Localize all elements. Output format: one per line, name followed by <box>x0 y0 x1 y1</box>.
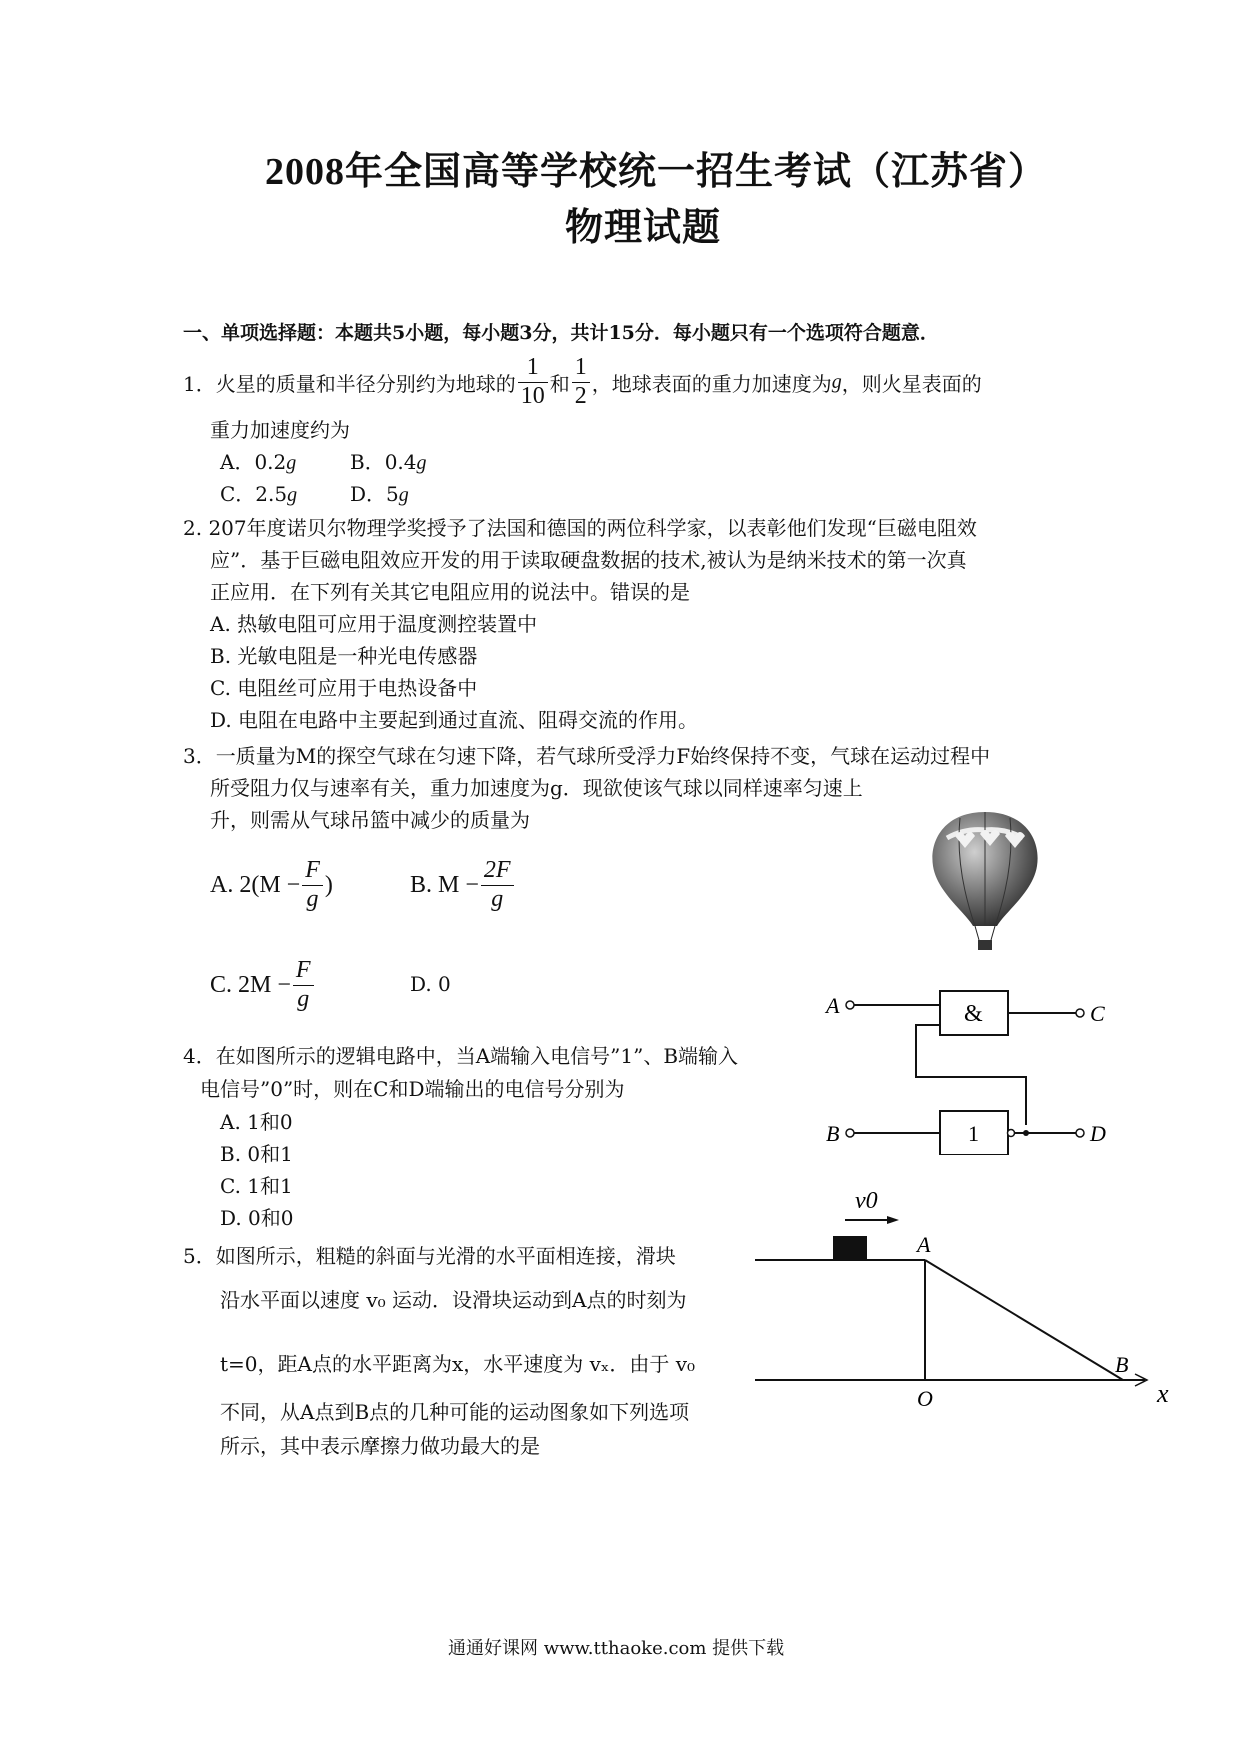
circuit-label-c: C <box>1090 1001 1105 1026</box>
q1-and: 和 <box>549 371 570 396</box>
q4-option-d: D. 0和0 <box>220 1206 294 1230</box>
page-subtitle: 物理试题 <box>565 207 722 249</box>
q3-option-b-frac: $\frac{2F}{g}$ <box>481 857 514 913</box>
velocity-label-v0: v0 <box>855 1188 878 1214</box>
incline-figure <box>745 1180 1185 1420</box>
q1-frac1: $\frac{1}{10}$ <box>518 354 548 410</box>
q5-line3: t=0，距A点的水平距离为x，水平速度为 vₓ．由于 v₀ <box>220 1352 696 1376</box>
point-label-o: O <box>917 1386 933 1411</box>
q4-option-a: A. 1和0 <box>220 1110 293 1134</box>
q5-line5: 所示，其中表示摩擦力做功最大的是 <box>220 1434 540 1458</box>
logic-circuit-diagram <box>800 985 1140 1155</box>
q3-line1: 3．一质量为M的探空气球在匀速下降，若气球所受浮力F始终保持不变，气球在运动过程中 <box>183 744 991 768</box>
q2-line3: 正应用．在下列有关其它电阻应用的说法中。错误的是 <box>210 580 690 604</box>
q1-text-a: 1．火星的质量和半径分别约为地球的 <box>183 371 516 396</box>
q3-line2: 所受阻力仅与速率有关，重力加速度为g．现欲使该气球以同样速率匀速上 <box>210 776 863 800</box>
q5-line4: 不同，从A点到B点的几种可能的运动图象如下列选项 <box>220 1400 690 1424</box>
q4-line1: 4．在如图所示的逻辑电路中，当A端输入电信号”1”、B端输入 <box>183 1044 739 1068</box>
hot-air-balloon-image <box>925 808 1045 958</box>
circuit-label-d: D <box>1090 1121 1106 1146</box>
q1-frac2: $\frac{1}{2}$ <box>572 354 590 410</box>
q1-line2: 重力加速度约为 <box>210 418 350 442</box>
q2-option-a: A. 热敏电阻可应用于温度测控装置中 <box>210 612 538 636</box>
q3-option-c-frac: $\frac{F}{g}$ <box>293 957 314 1013</box>
q1-option-b: B．0.4g <box>350 450 427 474</box>
q1-text-c: ，则火星表面的 <box>841 371 982 396</box>
circuit-label-a: A <box>826 993 840 1018</box>
q3-option-a-frac: $\frac{F}{g}$ <box>302 857 323 913</box>
and-gate-symbol: & <box>964 1001 983 1027</box>
q1-option-d: D．5g <box>350 482 409 506</box>
page-title: 2008年全国高等学校统一招生考试（江苏省） <box>265 151 1048 193</box>
circuit-label-b: B <box>826 1121 840 1146</box>
q3-option-b: B. M − $\frac{2F}{g}$ <box>410 850 516 920</box>
q3-option-d: D. 0 <box>410 972 451 996</box>
q2-line1: 2. 207年度诺贝尔物理学奖授予了法国和德国的两位科学家，以表彰他们发现“巨磁电阻效 <box>183 516 977 540</box>
q5-line1: 5．如图所示，粗糙的斜面与光滑的水平面相连接，滑块 <box>183 1244 676 1268</box>
q1-option-a: A．0.2g <box>220 450 297 474</box>
axis-label-x: x <box>1157 1379 1169 1408</box>
q1-text-b: ，地球表面的重力加速度为 <box>591 371 832 396</box>
q2-option-c: C. 电阻丝可应用于电热设备中 <box>210 676 478 700</box>
q3-line3: 升，则需从气球吊篮中减少的质量为 <box>210 808 530 832</box>
q1-line1 <box>183 352 982 412</box>
q4-option-b: B. 0和1 <box>220 1142 293 1166</box>
page-footer: 通通好课网 www.tthaoke.com 提供下载 <box>448 1638 785 1659</box>
not-gate-symbol: 1 <box>968 1121 979 1146</box>
q2-option-b: B. 光敏电阻是一种光电传感器 <box>210 644 478 668</box>
q5-line2: 沿水平面以速度 v₀ 运动．设滑块运动到A点的时刻为 <box>220 1288 687 1312</box>
q4-option-c: C. 1和1 <box>220 1174 293 1198</box>
point-label-b: B <box>1115 1352 1129 1377</box>
point-label-a: A <box>917 1232 931 1257</box>
q1-option-c: C．2.5g <box>220 482 298 506</box>
q2-option-d: D. 电阻在电路中主要起到通过直流、阻碍交流的作用。 <box>210 708 699 732</box>
q2-line2: 应”．基于巨磁电阻效应开发的用于读取硬盘数据的技术,被认为是纳米技术的第一次真 <box>210 548 967 572</box>
section-header: 一、单项选择题：本题共5小题，每小题3分，共计15分．每小题只有一个选项符合题意． <box>183 322 939 344</box>
q4-line2: 电信号”0”时，则在C和D端输出的电信号分别为 <box>200 1077 625 1101</box>
q1-g: g <box>831 370 842 393</box>
q3-option-c: C. 2M − $\frac{F}{g}$ <box>210 950 316 1020</box>
q3-option-a: A. 2(M − $\frac{F}{g}$ ) <box>210 856 333 912</box>
